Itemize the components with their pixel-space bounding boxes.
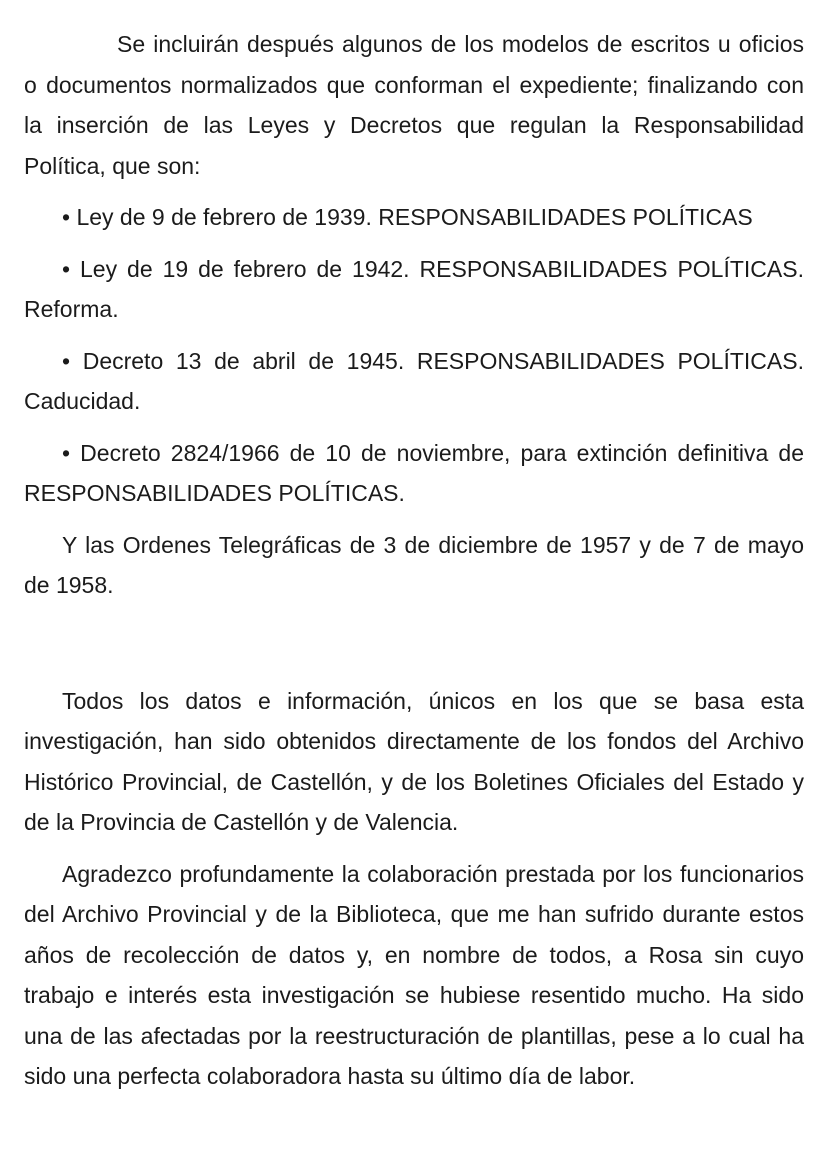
- intro-paragraph: Se incluirán después algunos de los modelos de escritos u oficios o documentos normalizados que conforman el expediente; finalizando con la inserción de las Leyes y Decretos que regulan la Responsabilidad Política, que son:: [24, 31, 804, 179]
- bullet-text: Ley de 19 de febrero de 1942. RESPONSABILIDADES POLÍTICAS. Reforma.: [24, 255, 804, 322]
- document-page: [24, 24, 804, 1097]
- bullet-marker: •: [62, 439, 71, 466]
- thanks-paragraph: Agradezco profundamente la colaboración prestada por los funcionarios del Archivo Provincial y de la Biblioteca, que me han sufrido durante estos años de recolección de datos y, en nombre de todos, a Rosa sin cuyo trabajo e interés esta investigación se hubiese resentido mucho. Ha sido una de las afectadas por la reestructuración de plantillas, pese a lo cual ha sido una perfecta colaboradora hasta su último día de labor.: [24, 860, 804, 1089]
- bullet-item: [24, 341, 804, 422]
- bullet-text: Decreto 13 de abril de 1945. RESPONSABILIDADES POLÍTICAS. Caducidad.: [24, 347, 804, 414]
- bullet-item: [24, 249, 804, 330]
- sources-paragraph: Todos los datos e información, únicos en los que se basa esta investigación, han sido obtenidos directamente de los fondos del Archivo Histórico Provincial, de Castellón, y de los Boletines Oficiales del Estado y de la Provincia de Castellón y de Valencia.: [24, 687, 804, 835]
- bullet-marker: •: [62, 347, 71, 374]
- orders-paragraph: Y las Ordenes Telegráficas de 3 de diciembre de 1957 y de 7 de mayo de 1958.: [24, 531, 804, 598]
- bullet-text: Ley de 9 de febrero de 1939. RESPONSABILIDADES POLÍTICAS: [76, 204, 753, 230]
- bullet-marker: •: [62, 204, 71, 230]
- bullet-item: [24, 433, 804, 514]
- bullet-text: Decreto 2824/1966 de 10 de noviembre, para extinción definitiva de RESPONSABILIDADES POLÍTICAS.: [24, 439, 805, 506]
- bullet-marker: •: [62, 255, 71, 282]
- bullet-item: [24, 197, 804, 238]
